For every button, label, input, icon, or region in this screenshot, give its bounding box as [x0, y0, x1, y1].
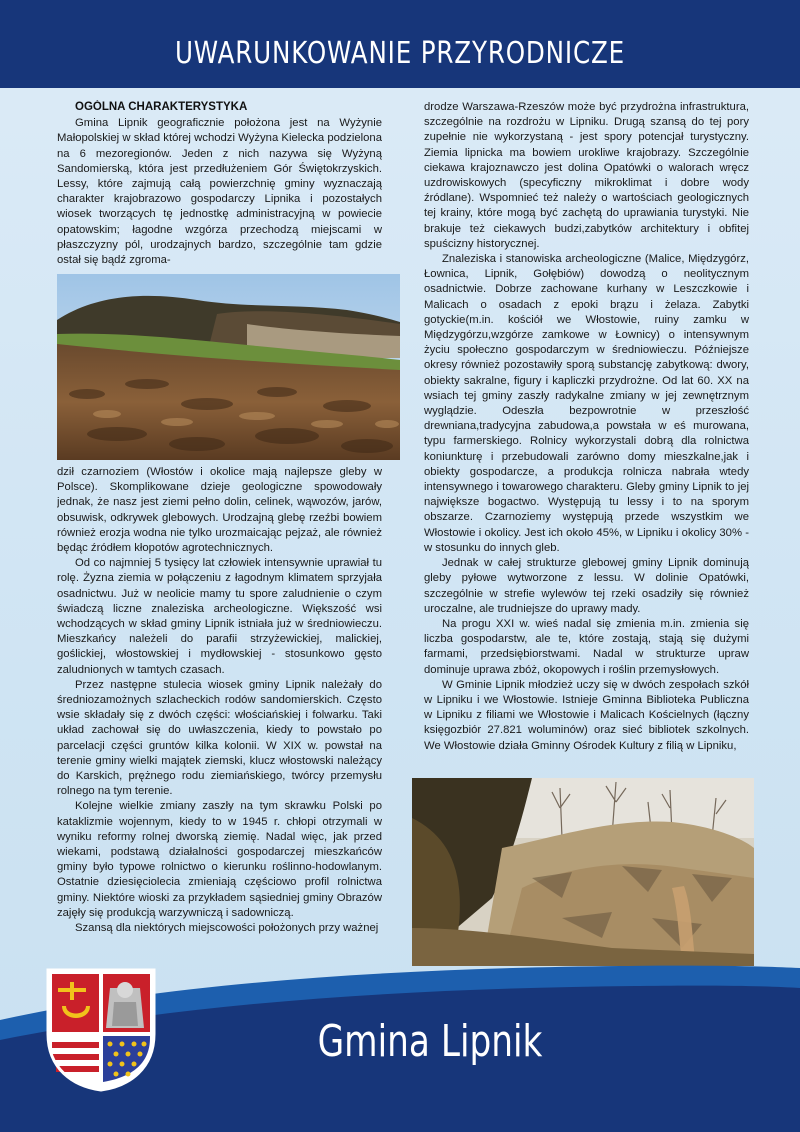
footer-title: Gmina Lipnik [317, 1016, 543, 1067]
quarry-photo [412, 778, 754, 966]
paragraph: Przez następne stulecia wiosek gminy Lipnik należały do średniozamożnych szlacheckich rodów sandomierskich. Często wsie składały się z dwóch części: włościańskiej i folwarku. Taki układ zachował się do uwłaszczenia, kiedy to powstało po parcelacji części gruntów kilka kolonii. W XIX w. powstał na terenie gminy wielki majątek ziemski, klucz włostowski należący do Karskich, prężnego rodu ziemiańskiego, twórcy przemysłu rolnego na tym terenie. [57, 678, 382, 798]
field-photo [57, 274, 400, 460]
paragraph: Gmina Lipnik geograficznie położona jest na Wyżynie Małopolskiej w skład której wchodzi Wyżyna Kielecka podzielona na 6 mezoregionów. Jeden z nich nazywa się Wyżyną Sandomierską, która jest przedłużeniem Gór Świętokrzyskich. Lessy, które zajmują całą powierzchnię gminy wyznaczają charakter krajobrazowo gospodarczy Lipnika i pozostałych wiosek tworzących tę jednostkę administracyjną w powiecie opatowskim; łagodne wzgórza przechodzą miejscami w płaszczyzny pól, urodzajnych bardzo, szczególnie tam gdzie ostał się bądź zgroma- [57, 117, 382, 267]
paragraph: drodze Warszawa-Rzeszów może być przydrożna infrastruktura, szczególnie na rozdrożu w Lipniku. Drugą szansą do tej pory zupełnie nie wykorzystaną - jest spory potencjał turystyczny. Ziemia lipnicka ma bowiem urokliwe krajobrazy. Szczególnie ciekawa krajoznawczo jest dolina Opatówki o walorach wręcz uzdrowiskowych (specyficzny mikroklimat i dobre wody źródlane). Wspomnieć też należy o wartościach geologicznych tej krainy, które mogą być zachętą do uprawiania turystyki. Nie brakuje też ciekawych budzi,zabytków architektury i obfitej spuścizny historycznej. [424, 101, 749, 250]
field-photo-image [57, 274, 400, 460]
paragraph: Jednak w całej strukturze glebowej gminy Lipnik dominują gleby pyłowe wytworzone z lessu. W dolinie Opatówki, szczególnie w strefie wylewów tej rzeki osadziły się również uroczalne, ale trudniejsze do uprawy mady. [424, 557, 749, 615]
right-column [424, 100, 749, 772]
coat-of-arms-icon [44, 968, 158, 1092]
paragraph: W Gminie Lipnik młodzież uczy się w dwóch zespołach szkół w Lipniku i we Włostowie. Istnieje Gminna Biblioteka Publiczna w Lipniku z filiami we Włostowie i Malicach Kościelnych (łączny księgozbiór 27.821 woluminów) oraz sieć bibliotek szkolnych. We Włostowie działa Gminny Ośrodek Kultury z filią w Lipniku, [424, 678, 749, 752]
header-band [0, 0, 800, 88]
paragraph: Na progu XXI w. wieś nadal się zmienia m.in. zmienia się liczba gospodarstw, ale te, które zostają, stają się dużymi farmami, przedsiębiorstwami. Nadal w strukturze upraw dominuje uprawa zbóż, okopowych i roślin przemysłowych. [424, 617, 749, 676]
paragraph: Od co najmniej 5 tysięcy lat człowiek intensywnie uprawiał tu rolę. Żyzna ziemia w połączeniu z łagodnym klimatem sprzyjała osadnictwu. Już w neolicie mamy tu spore zaludnienie o czym świadczą liczne znaleziska archeologiczne. Większość wsi wchodzących w skład gminy Lipnik istniała już w średniowieczu. Mieszkańcy należeli do parafii strzyżewickiej, malickiej, goślickiej, włostowskiej i mydłowskiej - stosunkowo gęsto zaludnionych w tamtych czasach. [57, 557, 382, 676]
paragraph: Znaleziska i stanowiska archeologiczne (Malice, Międzygórz, Łownica, Lipnik, Gołębiów) dowodzą o neolitycznym osadnictwie. Dobrze zachowane kurhany w Leszczkowie i Malicach o osadach z epoki brązu i żelaza. Zabytki gotyckie(m.in. kościół we Włostowie, ruiny zamku w Międzygórzu,wzgórze zamkowe w Łownicy) o intensywnym życiu społeczno gospodarczym w średniowieczu. Późniejsze okresy również pozostawiły sporą substancję zabytkową: dwory, obiekty sakralne, figury i kapliczki przydrożne. Od lat 60. XX na wsiach tej gminy zaszły radykalne zmiany w jej zewnętrznym wyglądzie. Odeszła bezpowrotnie w przeszłość drewniana,tradycyjna zabudowa,a powstała w eś murowana, typu farmerskiego. Rolnicy wykorzystali dobrą dla rolnictwa koniunkturę i przebudowali zarówno domy mieszkalne,jak i obiekty gospodarcze, a produkcja rolnicza nabrała wtedy intensywnego i towarowego charakteru. Gleby gminy Lipnik to jej największe bogactwo. Występują tu lessy i to na sporym obszarze. Czarnoziemy występują przede wszystkim we Włostowie i okolicy. Jest ich około 45%, w Lipniku i okolicy 30% - w stosunku do innych gleb. [424, 253, 749, 554]
page-title: UWARUNKOWANIE PRZYRODNICZE [174, 36, 626, 71]
paragraph: Kolejne wielkie zmiany zaszły na tym skrawku Polski po kataklizmie wojennym, kiedy to w 1945 r. chłopi otrzymali w wyniku reformy rolnej dworską ziemię. Nadal więc, jak przed wiekami, podstawą działalności gospodarczej mieszkańców gminy było typowe rolnictwo o kierunku roślinno-hodowlanym. Ostatnie dziesięciolecia zmieniają częściowo profil rolnictwa gminy. Niektóre wioski za przykładem sąsiedniej gminy Obrazów zajęły się produkcją warzywniczą i sadowniczą. [57, 800, 382, 919]
section-heading: OGÓLNA CHARAKTERYSTYKA [75, 101, 248, 113]
left-column-top [57, 100, 382, 270]
paragraph: dził czarnoziem (Włostów i okolice mają najlepsze gleby w Polsce). Skomplikowane dzieje geologiczne spowodowały jednak, że nasz jest ziemi pełno dolin, celinek, wąwozów, jarów, obsuwisk, odkrywek glebowych. Urodzajną glebę rzeźbi bowiem również erozja wodna nie tylko urozmaicając pejzaż, ale również będąc źródłem kłopotów agrotechnicznych. [57, 466, 382, 555]
quarry-photo-image [412, 778, 754, 966]
paragraph: Szansą dla niektórych miejscowości położonych przy ważnej [75, 922, 379, 935]
left-column-bottom [57, 465, 382, 960]
